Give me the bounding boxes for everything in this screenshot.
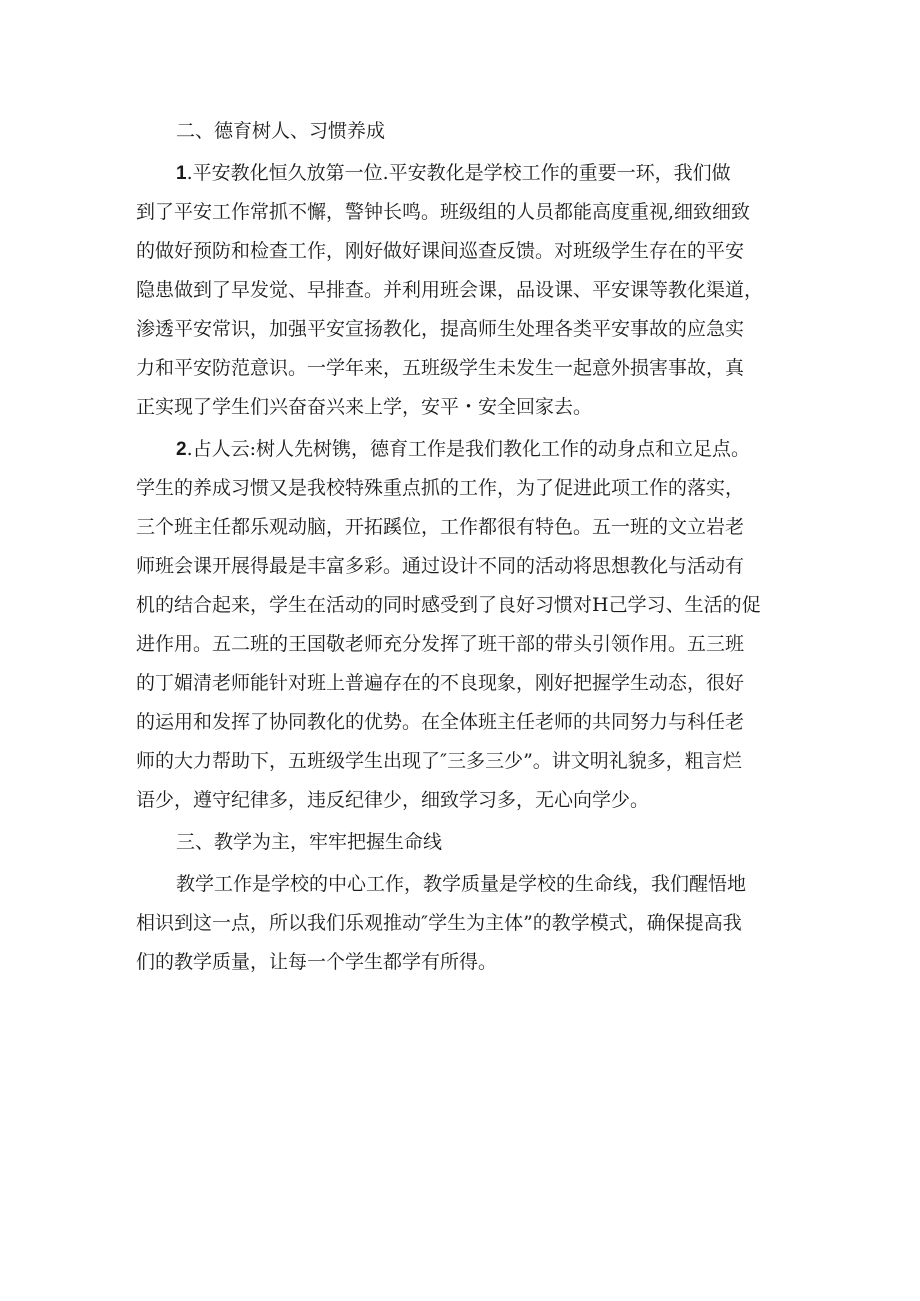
paragraph-2-line-1: 2.占人云:树人先树镌，德育工作是我们教化工作的动身点和立足点。 bbox=[176, 438, 751, 460]
paragraph-2-line-6: 进作用。五二班的王国敬老师充分发挥了班干部的带头引领作用。五三班 bbox=[136, 633, 745, 655]
paragraph-1-line-5: 渗透平安常识，加强平安宣扬教化，提高师生处理各类平安事故的应急实 bbox=[136, 318, 745, 340]
section-heading-3: 三、教学为主，牢牢把握生命线 bbox=[176, 831, 443, 853]
paragraph-1-line-7: 正实现了学生们兴奋奋兴来上学，安平・安全回家去。 bbox=[136, 396, 593, 418]
document-body bbox=[136, 112, 786, 982]
paragraph-2-line-10: 语少，遵守纪律多，违反纪律少，细致学习多，无心向学少。 bbox=[136, 789, 650, 811]
paragraph-3-line-1: 教学工作是学校的中心工作，教学质量是学校的生命线，我们醒悟地 bbox=[176, 873, 747, 895]
paragraph-1-line-6: 力和平安防范意识。一学年来，五班级学生未发生一起意外损害事故，真 bbox=[136, 357, 745, 379]
paragraph-2-line-2: 学生的养成习惯又是我校特殊重点抓的工作，为了促进此项工作的落实， bbox=[136, 477, 745, 499]
section-heading-2: 二、德育树人、习惯养成 bbox=[176, 120, 386, 142]
item-number-2: 2 bbox=[176, 439, 187, 460]
paragraph-3-line-3: 们的教学质量，让每一个学生都学有所得。 bbox=[136, 951, 498, 973]
paragraph-2-line-8: 的运用和发挥了协同教化的优势。在全体班主任老师的共同努力与科任老 bbox=[136, 711, 745, 733]
paragraph-2-line-7: 的丁媚清老师能针对班上普遍存在的不良现象，刚好把握学生动态，很好 bbox=[136, 672, 745, 694]
paragraph-1-line-2: 到了平安工作常抓不懈，警钟长鸣。班级组的人员都能高度重视,细致细致 bbox=[136, 201, 751, 223]
item-number-1: 1 bbox=[176, 163, 187, 184]
paragraph-1-line-1: 1.平安教化恒久放第一位.平安教化是学校工作的重要一环，我们做 bbox=[176, 162, 731, 184]
paragraph-2-line-5: 机的结合起来，学生在活动的同时感受到了良好习惯对H己学习、生活的促 bbox=[136, 594, 761, 616]
paragraph-2-line-4: 师班会课开展得最是丰富多彩。通过设计不同的活动将思想教化与活动有 bbox=[136, 555, 745, 577]
paragraph-1-line-3: 的做好预防和检查工作，刚好做好课间巡查反馈。对班级学生存在的平安 bbox=[136, 240, 745, 262]
paragraph-3-line-2: 相识到这一点，所以我们乐观推动″学生为主体”的教学模式，确保提高我 bbox=[136, 912, 742, 934]
paragraph-1-line-4: 隐患做到了早发觉、早排查。并利用班会课，品设课、平安课等教化渠道， bbox=[136, 279, 764, 301]
paragraph-2-line-9: 师的大力帮助下，五班级学生出现了″三多三少”。讲文明礼貌多，粗言烂 bbox=[136, 750, 742, 772]
paragraph-2-line-3: 三个班主任都乐观动脑，开拓蹊位，工作都很有特色。五一班的文立岩老 bbox=[136, 516, 745, 538]
